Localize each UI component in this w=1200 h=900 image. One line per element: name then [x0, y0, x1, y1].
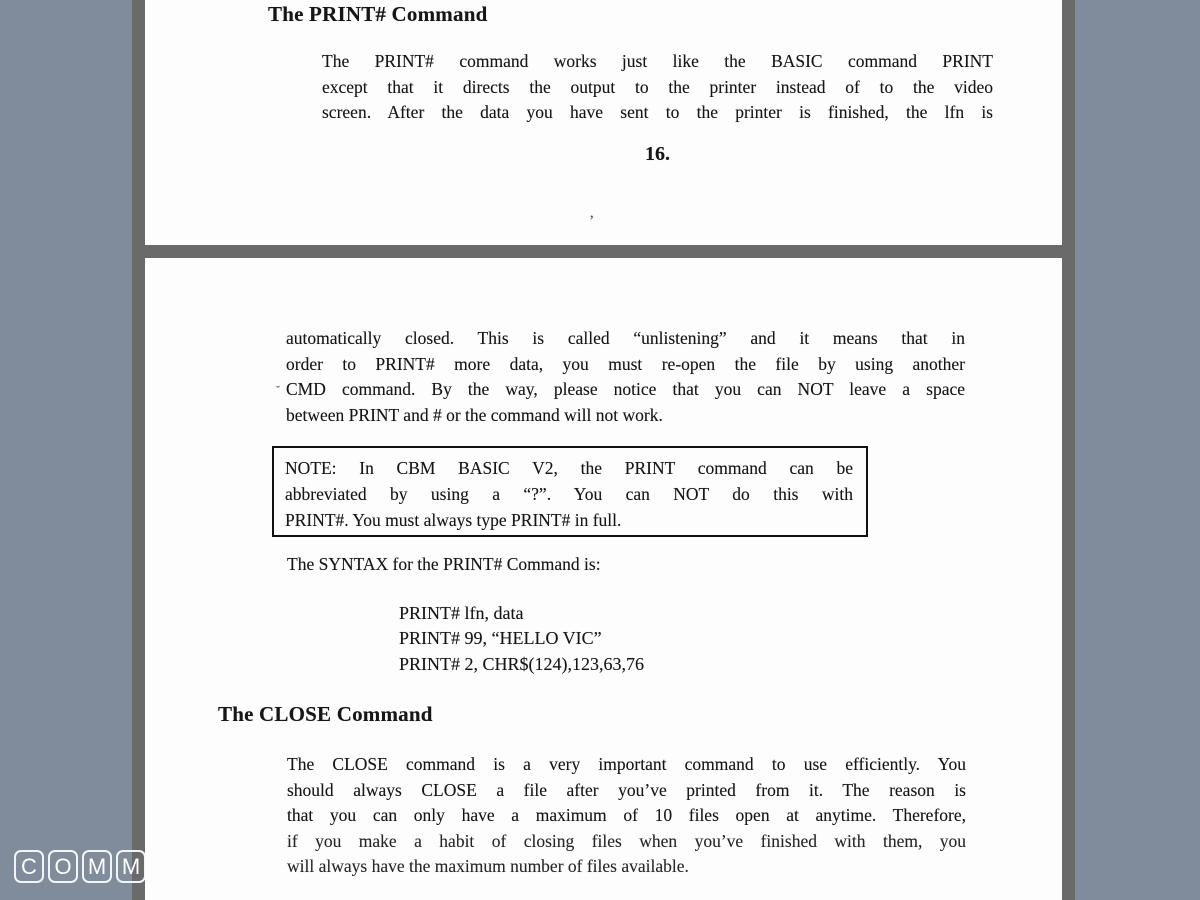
paragraph-line: The CLOSE command is a very important command to use efficiently. You [287, 754, 966, 774]
syntax-example-line: PRINT# lfn, data [399, 603, 524, 623]
letter-tile-m1[interactable]: M [82, 850, 112, 883]
paragraph-line: The PRINT# command works just like the BASIC command PRINT [322, 51, 993, 71]
note-line: NOTE: In CBM BASIC V2, the PRINT command can be [285, 458, 853, 478]
letter-tile-c[interactable]: C [14, 850, 44, 883]
paragraph-line: will always have the maximum number of files available. [287, 856, 689, 876]
paragraph-line: that you can only have a maximum of 10 files open at anytime. Therefore, [287, 805, 966, 825]
note-line: PRINT#. You must always type PRINT# in full. [285, 510, 622, 530]
note-line: abbreviated by using a “?”. You can NOT do this with [285, 484, 853, 504]
paragraph-line: CMD command. By the way, please notice that you can NOT leave a space [286, 379, 965, 399]
section-heading-print-command: The PRINT# Command [268, 2, 488, 26]
page-number: 16. [645, 143, 670, 165]
syntax-example-line: PRINT# 99, “HELLO VIC” [399, 628, 602, 649]
unlistening-paragraph [286, 326, 965, 428]
syntax-example-block [399, 601, 644, 677]
paragraph-line: automatically closed. This is called “unlistening” and it means that in [286, 328, 965, 348]
paragraph-line: screen. After the data you have sent to the printer is finished, the lfn is [322, 102, 993, 122]
note-callout-box [272, 446, 868, 537]
manual-page-16 [145, 0, 1062, 245]
letter-tile-o[interactable]: O [48, 850, 78, 883]
syntax-intro-line: The SYNTAX for the PRINT# Command is: [287, 554, 601, 574]
manual-page-17 [145, 258, 1062, 900]
paragraph-line: between PRINT and # or the command will not work. [286, 404, 663, 425]
paragraph-line: if you make a habit of closing files when you’ve finished with them, you [287, 830, 966, 851]
print-command-paragraph [322, 49, 993, 126]
letter-tile-m2[interactable]: M [116, 850, 146, 883]
scan-artifact: ˇ [276, 383, 280, 397]
paragraph-line: order to PRINT# more data, you must re-open the file by using another [286, 353, 965, 374]
letter-tile-row [14, 850, 146, 883]
close-command-paragraph [287, 752, 966, 880]
paragraph-line: except that it directs the output to the printer instead of to the video [322, 76, 993, 97]
syntax-example-line: PRINT# 2, CHR$(124),123,63,76 [399, 653, 645, 674]
paragraph-line: should always CLOSE a file after you’ve printed from it. The reason is [287, 779, 966, 800]
scan-artifact: ’ [589, 213, 595, 230]
section-heading-close-command: The CLOSE Command [218, 702, 433, 726]
